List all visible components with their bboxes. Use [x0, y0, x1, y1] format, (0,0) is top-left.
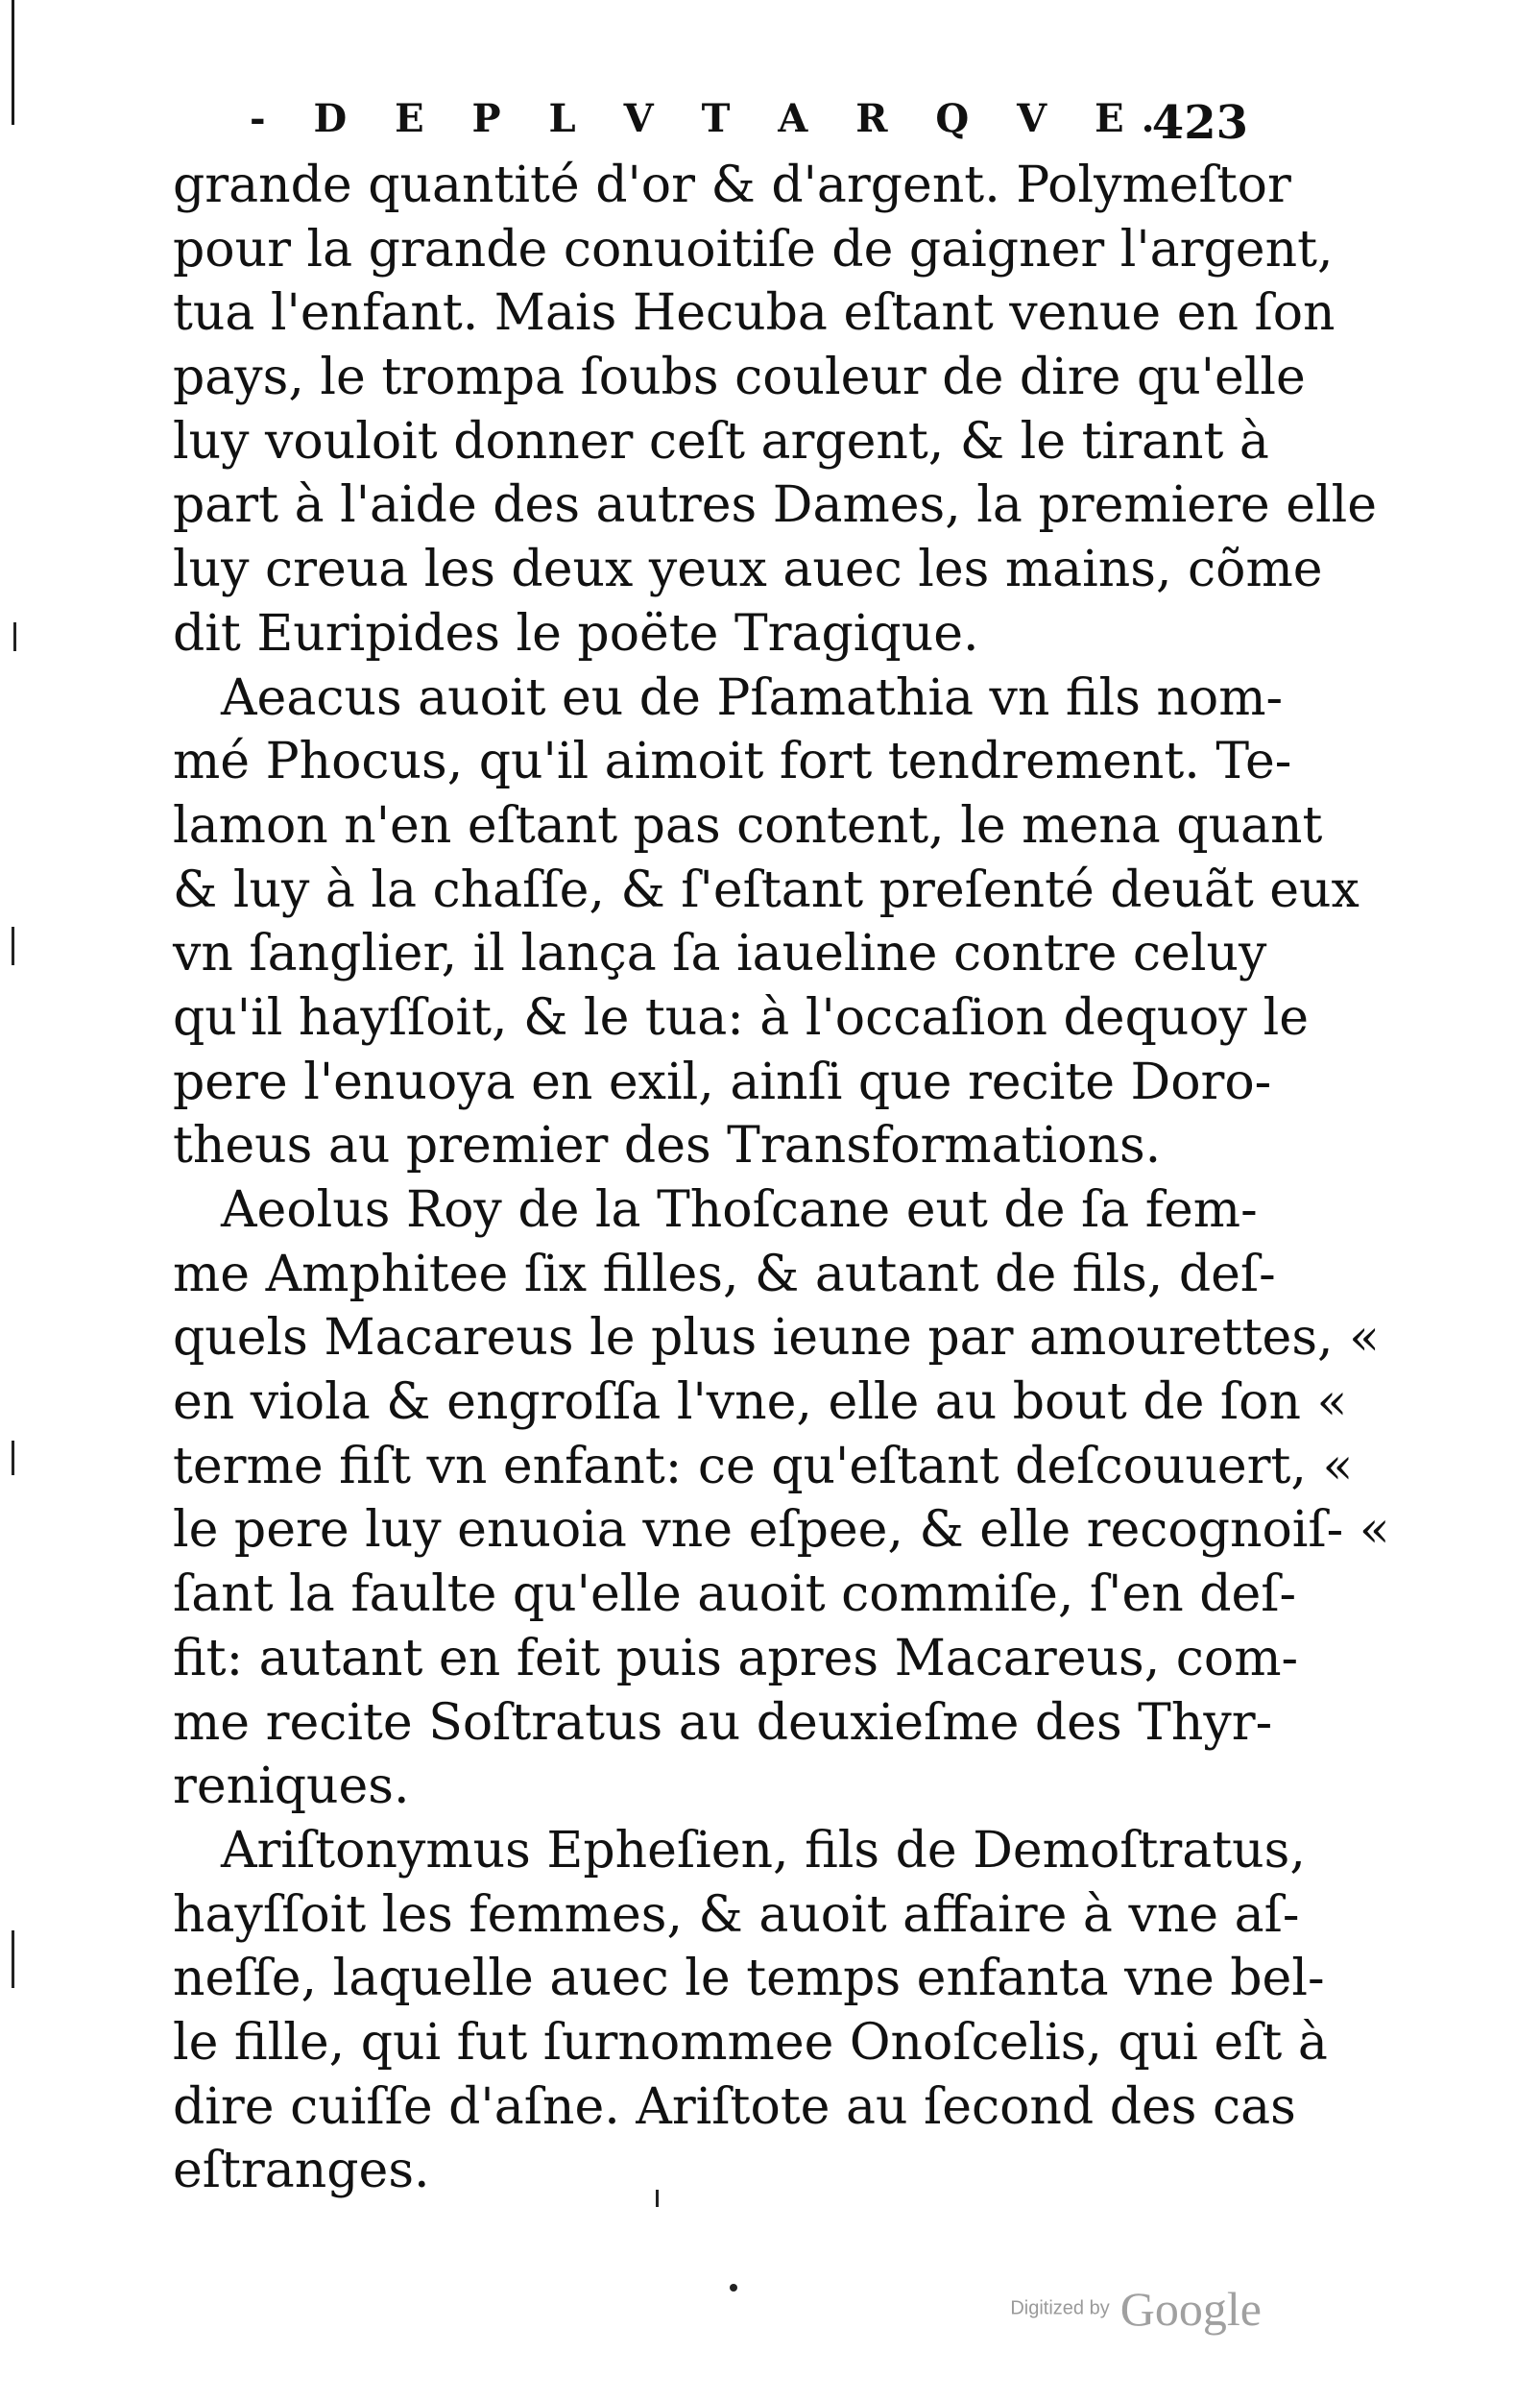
edge-speck	[12, 1930, 14, 1988]
text-line: tua l'enfant. Mais Hecuba eſtant venue en ſon	[173, 284, 1335, 343]
text-line: fit: autant en feit puis apres Macareus, com-	[173, 1629, 1299, 1687]
text-line: grande quantité d'or & d'argent. Polymeſtor	[173, 157, 1291, 214]
running-title: - D E P L V T A R Q V E.	[250, 96, 1172, 141]
text-line: en viola & engroſſa l'vne, elle au bout de ſon «	[173, 1373, 1348, 1432]
text-line: me Amphitee ſix filles, & autant de fils, deſ-	[173, 1245, 1276, 1303]
text-line: pour la grande conuoitiſe de gaigner l'argent,	[173, 220, 1334, 279]
edge-speck	[12, 1441, 14, 1475]
text-line: dire cuiſſe d'aſne. Ariſtote au ſecond des cas	[173, 2077, 1296, 2136]
print-speck	[730, 2284, 737, 2292]
google-logo: Google	[1119, 2282, 1262, 2336]
text-line: terme fiſt vn enfant: ce qu'eſtant deſcouuert, «	[173, 1437, 1354, 1495]
text-line: part à l'aide des autres Dames, la premiere elle	[173, 476, 1378, 535]
text-line: me recite Soſtratus au deuxieſme des Thyr-	[173, 1693, 1273, 1752]
print-speck	[656, 2190, 659, 2207]
text-line: Ariſtonymus Epheſien, fils de Demoſtratus,	[221, 1821, 1306, 1880]
running-head	[250, 96, 1258, 154]
text-line: theus au premier des Transformations.	[173, 1117, 1162, 1176]
edge-speck	[12, 927, 14, 965]
text-line: hayſſoit les femmes, & auoit affaire à vne aſ-	[173, 1885, 1300, 1944]
page-number: 423	[1151, 96, 1248, 150]
text-line: Aeacus auoit eu de Pſamathia vn fils nom-	[221, 668, 1284, 727]
text-line: pays, le trompa ſoubs couleur de dire qu'elle	[173, 349, 1306, 407]
watermark-label: Digitized by	[1010, 2297, 1110, 2319]
text-line: vn ſanglier, il lança ſa iaueline contre celuy	[173, 925, 1267, 983]
page-edge-rule	[12, 0, 14, 125]
text-line: qu'il hayſſoit, & le tua: à l'occaſion dequoy le	[173, 988, 1309, 1047]
text-line: luy vouloit donner ceſt argent, & le tirant à	[173, 412, 1269, 471]
text-line: & luy à la chaſſe, & ſ'eſtant preſenté deuãt eux	[173, 861, 1360, 919]
text-line: lamon n'en eſtant pas content, le mena quant	[173, 796, 1323, 855]
text-line: eſtranges.	[173, 2142, 430, 2200]
text-line: luy creua les deux yeux auec les mains, cõme	[173, 541, 1323, 599]
text-line: Aeolus Roy de la Thoſcane eut de ſa fem-	[221, 1181, 1258, 1239]
edge-speck	[13, 622, 16, 651]
text-line: mé Phocus, qu'il aimoit fort tendrement. Te-	[173, 733, 1292, 791]
text-line: quels Macareus le plus ieune par amourettes, «	[173, 1309, 1380, 1368]
text-line: le pere luy enuoia vne eſpee, & elle recognoiſ- «	[173, 1501, 1390, 1560]
text-line: dit Euripides le poëte Tragique.	[173, 604, 979, 663]
text-line: neſſe, laquelle auec le temps enfanta vne bel-	[173, 1950, 1325, 2008]
text-line: ſant la faulte qu'elle auoit commiſe, ſ'en deſ-	[173, 1565, 1297, 1624]
digitization-watermark	[1010, 2281, 1262, 2337]
text-line: pere l'enuoya en exil, ainſi que recite Doro-	[173, 1053, 1272, 1111]
body-text	[173, 154, 1390, 2203]
text-line: reniques.	[173, 1758, 410, 1816]
text-line: le fille, qui fut ſurnommee Onoſcelis, qui eſt à	[173, 2013, 1328, 2072]
